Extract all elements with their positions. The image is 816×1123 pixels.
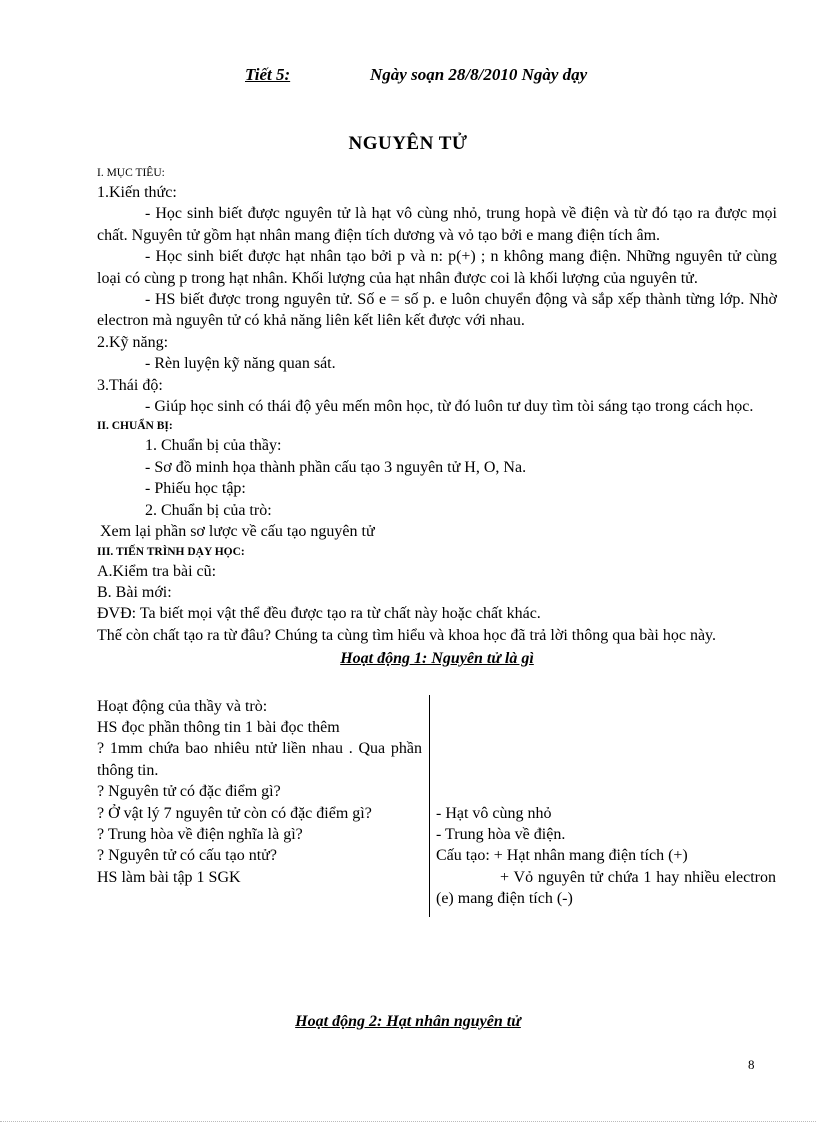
table-line: HS làm bài tập 1 SGK [97,868,241,886]
attitude-heading: 3.Thái độ: [97,376,163,394]
page-number: 8 [748,1057,755,1072]
document-body [97,164,777,917]
table-line: + Vỏ nguyên tử chứa 1 hay nhiều electron (e) mang điện tích (-) [436,868,776,908]
table-line: Cấu tạo: + Hạt nhân mang điện tích (+) [436,847,688,865]
table-line: - Trung hòa về điện. [436,825,566,843]
attitude-item: - Giúp học sinh có thái độ yêu mến môn học, từ đó luôn tư duy tìm tòi sáng tạo trong cách học. [145,398,754,416]
table-line: HS đọc phần thông tin 1 bài đọc thêm [97,718,340,736]
activity-2-heading: Hoạt động 2: Hạt nhân nguyên tử [295,1013,521,1030]
teacher-prep-item: - Sơ đồ minh họa thành phần cấu tạo 3 nguyên tử H, O, Na. [145,458,527,476]
old-lesson-check: A.Kiểm tra bài cũ: [97,562,217,580]
activity-1-table [97,695,777,917]
intro-line: ĐVĐ: Ta biết mọi vật thể đều được tạo ra từ chất này hoặc chất khác. [97,605,541,623]
table-line: Hoạt động của thầy và trò: [97,697,268,715]
section-preparation-heading: II. CHUẨN BỊ: [97,420,173,433]
section-process-heading: III. TIẾN TRÌNH DẠY HỌC: [97,545,245,558]
new-lesson: B. Bài mới: [97,583,172,601]
student-prep-heading: 2. Chuẩn bị của trò: [145,501,272,519]
skills-heading: 2.Kỹ năng: [97,333,169,351]
teacher-prep-item: - Phiếu học tập: [145,480,246,498]
teacher-student-column [97,696,422,889]
teacher-prep-heading: 1. Chuẩn bị của thầy: [145,437,282,455]
intro-line: Thế còn chất tạo ra từ đâu? Chúng ta cùng tìm hiểu và khoa học đã trả lời thông qua bài học này. [97,626,717,644]
page-bottom-divider [0,1121,816,1122]
activity-1-heading: Hoạt động 1: Nguyên tử là gì [340,650,534,668]
table-line: ? 1mm chứa bao nhiêu ntử liền nhau . Qua phần thông tin. [97,740,422,779]
table-line: ? Nguyên tử có đặc điểm gì? [97,783,281,801]
lesson-number: Tiết 5: [245,65,291,84]
lesson-date: Ngày soạn 28/8/2010 Ngày dạy [370,65,588,84]
skills-item: - Rèn luyện kỹ năng quan sát. [145,355,336,373]
content-column [436,803,776,910]
section-objectives-heading: I. MỤC TIÊU: [97,167,165,179]
knowledge-heading: 1.Kiến thức: [97,184,177,201]
page-title: NGUYÊN TỬ [348,133,468,154]
table-line: ? Trung hòa về điện nghĩa là gì? [97,825,303,843]
knowledge-item: - HS biết được trong nguyên tử. Số e = số p. e luôn chuyển động và sắp xếp thành từng lớp. Nhờ electron mà nguyên tử có khả năng liên kết liên kết được với nhau. [97,291,777,330]
knowledge-item: - Học sinh biết được hạt nhân tạo bởi p và n: p(+) ; n không mang điện. Những nguyên tử cùng loại có cùng p trong hạt nhân. Khối lượng của hạt nhân được coi là khối lượng của nguyên tử. [97,248,777,287]
knowledge-item: - Học sinh biết được nguyên tử là hạt vô cùng nhỏ, trung hopà về điện và từ đó tạo ra được mọi chất. Nguyên tử gồm hạt nhân mang điện tích dương và vỏ tạo bởi e mang điện tích âm. [97,205,777,244]
column-divider [429,695,430,917]
table-line: - Hạt vô cùng nhỏ [436,804,552,822]
student-prep-item: Xem lại phần sơ lược về cấu tạo nguyên tử [100,523,375,541]
table-line: ? Ở vật lý 7 nguyên tử còn có đặc điểm gì? [97,804,372,822]
table-line: ? Nguyên tử có cấu tạo ntử? [97,847,277,865]
